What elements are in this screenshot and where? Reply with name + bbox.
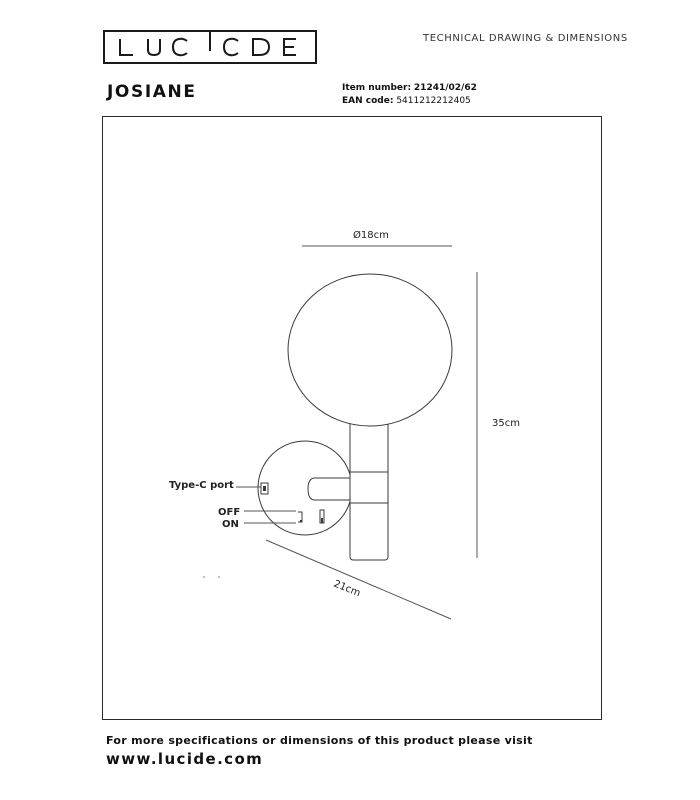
stray-mark <box>203 576 205 578</box>
type-c-port-label: Type-C port <box>169 480 234 491</box>
on-label: ON <box>222 519 239 530</box>
ean-label: EAN code: <box>342 96 394 106</box>
product-name: JOSIANE <box>107 82 197 102</box>
website-link[interactable]: www.lucide.com <box>106 750 264 768</box>
lamp-globe <box>288 274 452 426</box>
item-number-value: 21241/02/62 <box>413 83 477 93</box>
document-type: TECHNICAL DRAWING & DIMENSIONS <box>423 33 628 44</box>
depth-label: 21cm <box>331 578 362 600</box>
diameter-label: Ø18cm <box>353 230 389 241</box>
lamp-holder <box>350 415 388 560</box>
off-label: OFF <box>218 507 241 518</box>
wall-plate <box>258 441 352 535</box>
height-label: 35cm <box>492 418 520 429</box>
footer-note: For more specifications or dimensions of this product please visit <box>106 734 533 747</box>
stray-mark <box>218 576 220 578</box>
lamp-outline <box>258 274 452 560</box>
ean-value: 5411212212405 <box>396 96 471 106</box>
item-number-label: Item number: <box>342 83 412 93</box>
lamp-arm <box>308 478 350 500</box>
